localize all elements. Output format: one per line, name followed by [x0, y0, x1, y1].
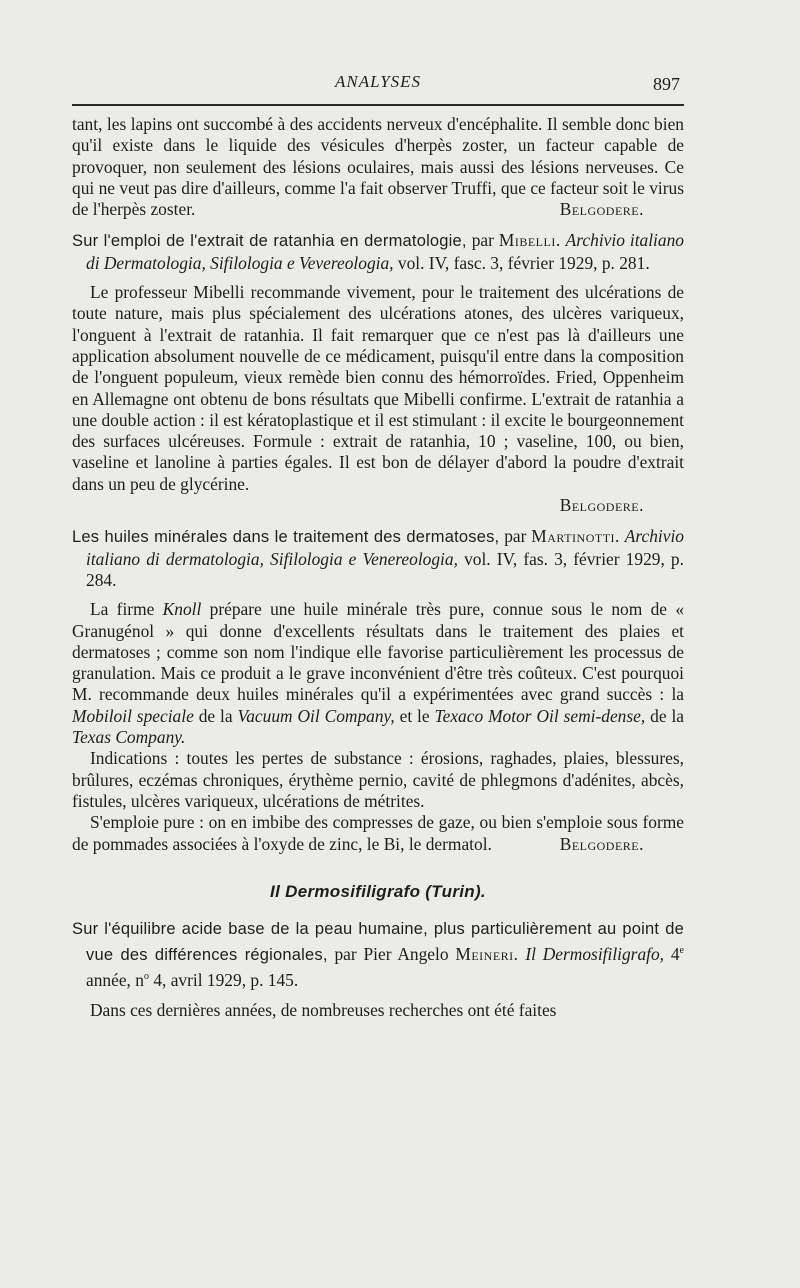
ordinal-sup: o [143, 971, 149, 983]
header-rule [72, 104, 684, 106]
article-heading [72, 526, 684, 591]
signature: Belgodere. [559, 495, 644, 516]
by-word: par [471, 230, 494, 251]
article-reference [72, 918, 684, 991]
body-text: prépare une huile minérale très pure, connue sous le nom de « Granugénol » qui donne d'excellents résultats dans le traitement des plaies et dermatoses ; comme son nom l'indique elle favorise particulièrement les processus de granulation. Mais ce produit a le grave inconvénient d'être très coûteux. C'est pourquoi M. recommande deux huiles minérales qu'il a expérimentées avec grand succès : la [72, 599, 685, 705]
article-reference [72, 526, 684, 591]
journal-name: Archivio italiano di Dermatologia, Sifilologia e Vevereologia, [86, 230, 684, 273]
article-heading [72, 918, 684, 991]
article-title: Sur l'équilibre acide base de la peau humaine, plus particulièrement au point de vue des différences régionales, [72, 920, 684, 965]
signature: Belgodere. [559, 833, 644, 854]
section-title: Il Dermosifiligrafo (Turin). [270, 881, 486, 901]
issue-number: 4 [670, 944, 680, 965]
body-text: et le [399, 705, 430, 726]
article-body [72, 812, 684, 855]
page-body [72, 114, 684, 1021]
continuation-paragraph [72, 114, 684, 220]
ref-text: année, n [86, 970, 144, 991]
article-author: Meineri. [455, 944, 519, 965]
ref-text: 4, avril 1929, p. 145. [153, 970, 299, 991]
journal-ref: vol. IV, fas. 3, février 1929, p. 284. [86, 548, 684, 590]
journal-name: Il Dermosifiligrafo, [525, 944, 665, 965]
article-body: Indications : toutes les pertes de substance : érosions, raghades, plaies, blessures, brûlures, eczémas chroniques, érythème pernio, cavité de phlegmons d'adénites, abcès, fistules, ulcères variqueux, ulcérations de métrites. [72, 748, 684, 811]
product-name: Texaco Motor Oil semi-dense, [434, 705, 646, 726]
article-author-first: Pier Angelo [363, 944, 449, 965]
body-text: S'emploie pure : on en imbibe des compresses de gaze, ou bien s'emploie sous forme de pommades associées à l'oxyde de zinc, le Bi, le dermatol. [72, 812, 684, 854]
body-text: de la [650, 705, 684, 726]
by-word: par [334, 944, 357, 965]
journal-name: Archivio italiano di dermatologia, Sifilologia e Venereologia, [86, 526, 684, 569]
article-title: Sur l'emploi de l'extrait de ratanhia en dermatologie, [72, 232, 467, 251]
page-number: 897 [653, 74, 680, 94]
product-name: Mobiloil speciale [72, 705, 194, 726]
article-body: Dans ces dernières années, de nombreuses recherches ont été faites [90, 999, 557, 1020]
continuation-text: tant, les lapins ont succombé à des accidents nerveux d'encéphalite. Il semble donc bien qu'il existe dans le liquide des vésicules d'herpès zoster, un facteur capable de provoquer, non seulement des lésions oculaires, mais aussi des lésions nerveuses. Ce qui ne veut pas dire d'ailleurs, comme l'a fait observer Truffi, que ce facteur soit le virus de l'herpès zoster. [72, 114, 684, 220]
body-text: de la [198, 705, 233, 726]
journal-ref: vol. IV, fasc. 3, février 1929, p. 281. [397, 252, 650, 273]
brand-name: Knoll [162, 599, 202, 620]
article-reference [72, 230, 684, 274]
article-heading [72, 230, 684, 274]
article-author: Mibelli. [498, 230, 561, 251]
article-author: Martinotti. [531, 526, 620, 547]
company-name: Texas Company. [72, 727, 186, 748]
body-text: La firme [90, 599, 155, 620]
ordinal-sup: e [679, 945, 684, 957]
article-body: Le professeur Mibelli recommande vivement, pour le traitement des ulcérations de toute nature, mais plus spécialement des ulcérations atones, des ulcères variqueux, l'onguent à l'extrait de ratanhia. Il fait remarquer que ce n'est pas là d'ailleurs une application absolument nouvelle de ce médicament, puisqu'il entre dans la composition de l'onguent populeum, vieux remède bien connu des hémorroïdes. Fried, Oppenheim en Allemagne ont obtenu de bons résultats que Mibelli confirme. L'extrait de ratanhia a une double action : il est kératoplastique et il est stimulant : il excite le bourgeonnement des surfaces ulcéreuses. Formule : extrait de ratanhia, 10 ; vaseline, 100, ou bien, vaseline et lanoline à parties égales. Il est bon de délayer d'abord la poudre d'extrait dans un peu de glycérine. [72, 282, 684, 494]
running-title: ANALYSES [334, 72, 422, 91]
signature: Belgodere. [559, 199, 644, 220]
company-name: Vacuum Oil Company, [237, 705, 395, 726]
article-body [72, 599, 684, 748]
by-word: par [504, 526, 527, 547]
running-header [72, 72, 684, 102]
article-title: Les huiles minérales dans le traitement des dermatoses, [72, 528, 500, 547]
